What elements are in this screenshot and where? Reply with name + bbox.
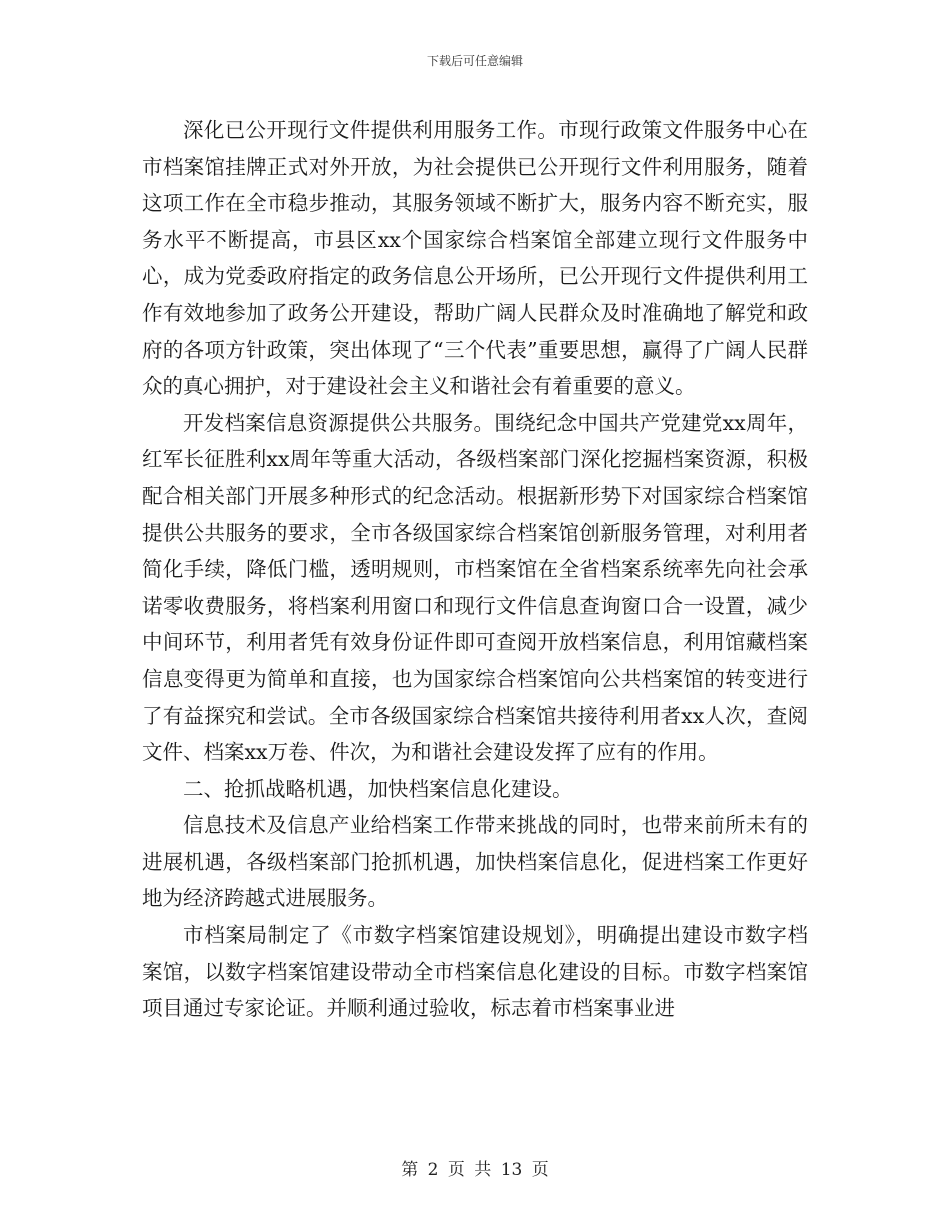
- document-body: [142, 112, 808, 1027]
- section-heading-informatization: 二、抢抓战略机遇，加快档案信息化建设。: [183, 776, 573, 801]
- paragraph-current-documents-service: 深化已公开现行文件提供利用服务工作。市现行政策文件服务中心在市档案馆挂牌正式对外开放，为社会提供已公开现行文件利用服务，随着这项工作在全市稳步推动，其服务领域不断扩大，服务内容不断充实，服务水平不断提高，市县区xx个国家综合档案馆全部建立现行文件服务中心，成为党委政府指定的政务信息公开场所，已公开现行文件提供利用工作有效地参加了政务公开建设，帮助广阔人民群众及时准确地了解党和政府的各项方针政策，突出体现了“三个代表”重要思想，赢得了广阔人民群众的真心拥护，对于建设社会主义和谐社会有着重要的意义。: [142, 118, 808, 399]
- page-header: 下载后可任意编辑: [426, 54, 523, 68]
- paragraph-it-opportunities: 信息技术及信息产业给档案工作带来挑战的同时，也带来前所未有的进展机遇，各级档案部门抢抓机遇，加快档案信息化，促进档案工作更好地为经济跨越式进展服务。: [142, 813, 808, 911]
- paragraph-digital-archive-plan: 市档案局制定了《市数字档案馆建设规划》，明确提出建设市数字档案馆，以数字档案馆建设带动全市档案信息化建设的目标。市数字档案馆项目通过专家论证。并顺利通过验收，标志着市档案事业进: [142, 923, 808, 1021]
- paragraph-public-service: 开发档案信息资源提供公共服务。围绕纪念中国共产党建党xx周年，红军长征胜利xx周年等重大活动，各级档案部门深化挖掘档案资源，积极配合相关部门开展多种形式的纪念活动。根据新形势下对国家综合档案馆提供公共服务的要求，全市各级国家综合档案馆创新服务管理，对利用者简化手续，降低门槛，透明规则，市档案馆在全省档案系统率先向社会承诺零收费服务，将档案利用窗口和现行文件信息查询窗口合一设置，减少中间环节，利用者凭有效身份证件即可查阅开放档案信息，利用馆藏档案信息变得更为简单和直接，也为国家综合档案馆向公共档案馆的转变进行了有益探究和尝试。全市各级国家综合档案馆共接待利用者xx人次，查阅文件、档案xx万卷、件次，为和谐社会建设发挥了应有的作用。: [142, 410, 808, 765]
- page-footer: 第 2 页 共 13 页: [401, 1160, 549, 1180]
